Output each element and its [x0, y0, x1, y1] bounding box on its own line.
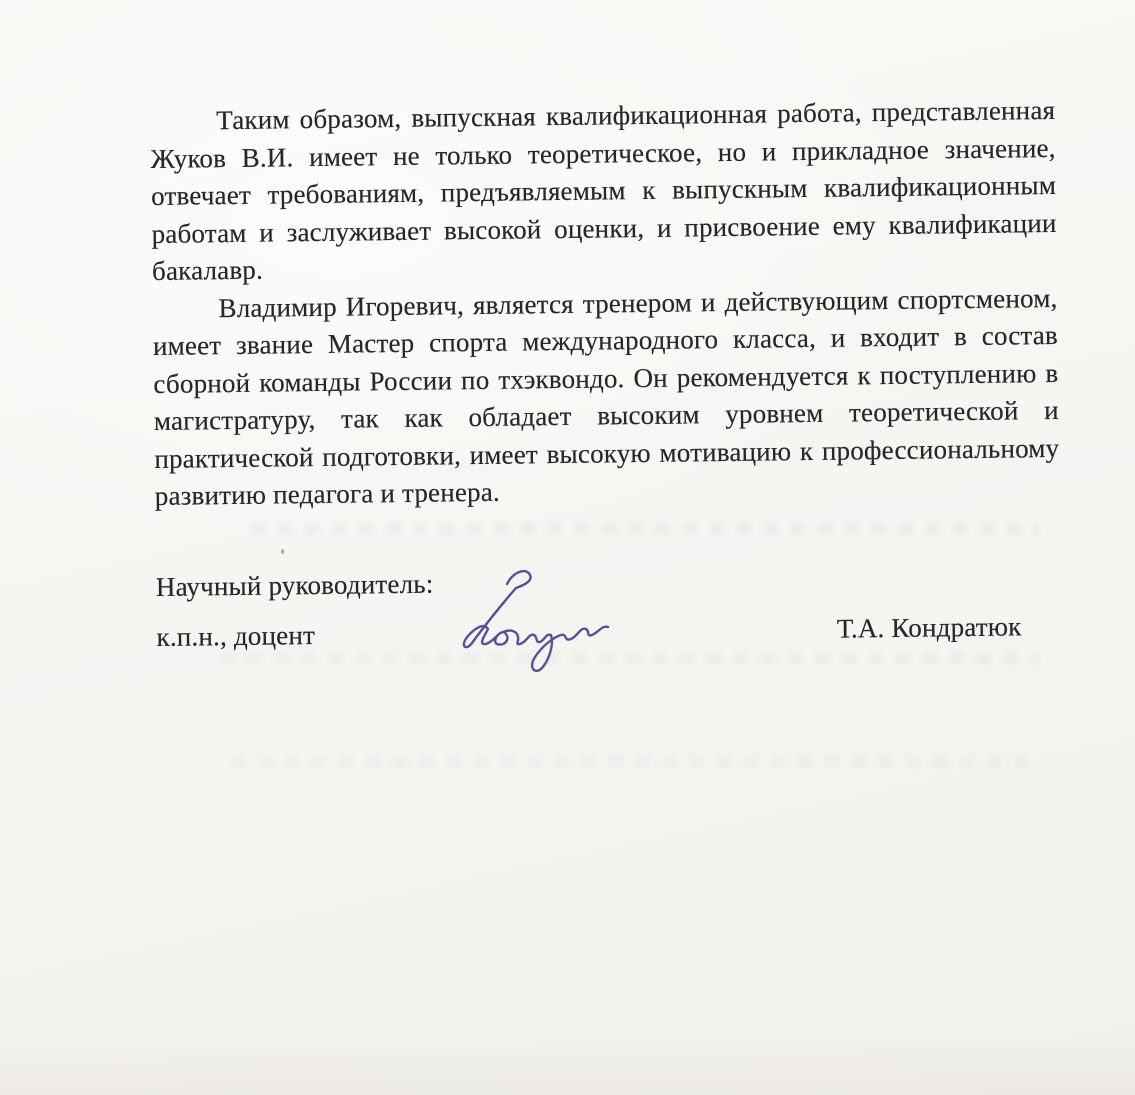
- paragraph-line: сборной команды России по тхэквондо. Он рекомендуется к поступлению в: [153, 357, 1059, 399]
- paragraph-line: практической подготовки, имеет высокую мотивацию к профессиональному: [154, 432, 1060, 474]
- paragraph-line: развитию педагога и тренера.: [154, 476, 501, 511]
- scan-speck-artifact: [281, 549, 284, 554]
- paragraph-conclusion: [150, 92, 1057, 291]
- supervisor-degree: к.п.н., доцент: [156, 620, 316, 652]
- paragraph-line: Владимир Игоревич, является тренером и действующим спортсменом,: [218, 282, 1058, 323]
- paragraph-line: отвечает требованиям, предъявляемым к выпускным квалификационным: [150, 169, 1057, 211]
- paragraph-recommendation: [152, 279, 1060, 515]
- paragraph-line: бакалавр.: [151, 254, 264, 286]
- scan-edge-shadow: [0, 1035, 1135, 1095]
- supervisor-label: Научный руководитель:: [155, 568, 434, 602]
- scan-bleedthrough-artifact: [230, 755, 1030, 768]
- paragraph-line: Жуков В.И. имеет не только теоретическое, но и прикладное значение,: [150, 132, 1056, 174]
- supervisor-name: Т.А. Кондратюк: [836, 611, 1022, 644]
- paragraph-line: магистратуру, так как обладает высоким уровнем теоретической и: [153, 394, 1060, 436]
- paragraph-line: Таким образом, выпускная квалификационная работа, представленная: [216, 94, 1056, 136]
- handwritten-signature: [450, 566, 615, 678]
- paragraph-line: имеет звание Мастер спорта международного класса, и входит в состав: [152, 319, 1059, 361]
- paragraph-line: работам и заслуживает высокой оценки, и присвоение ему квалификации: [151, 207, 1057, 249]
